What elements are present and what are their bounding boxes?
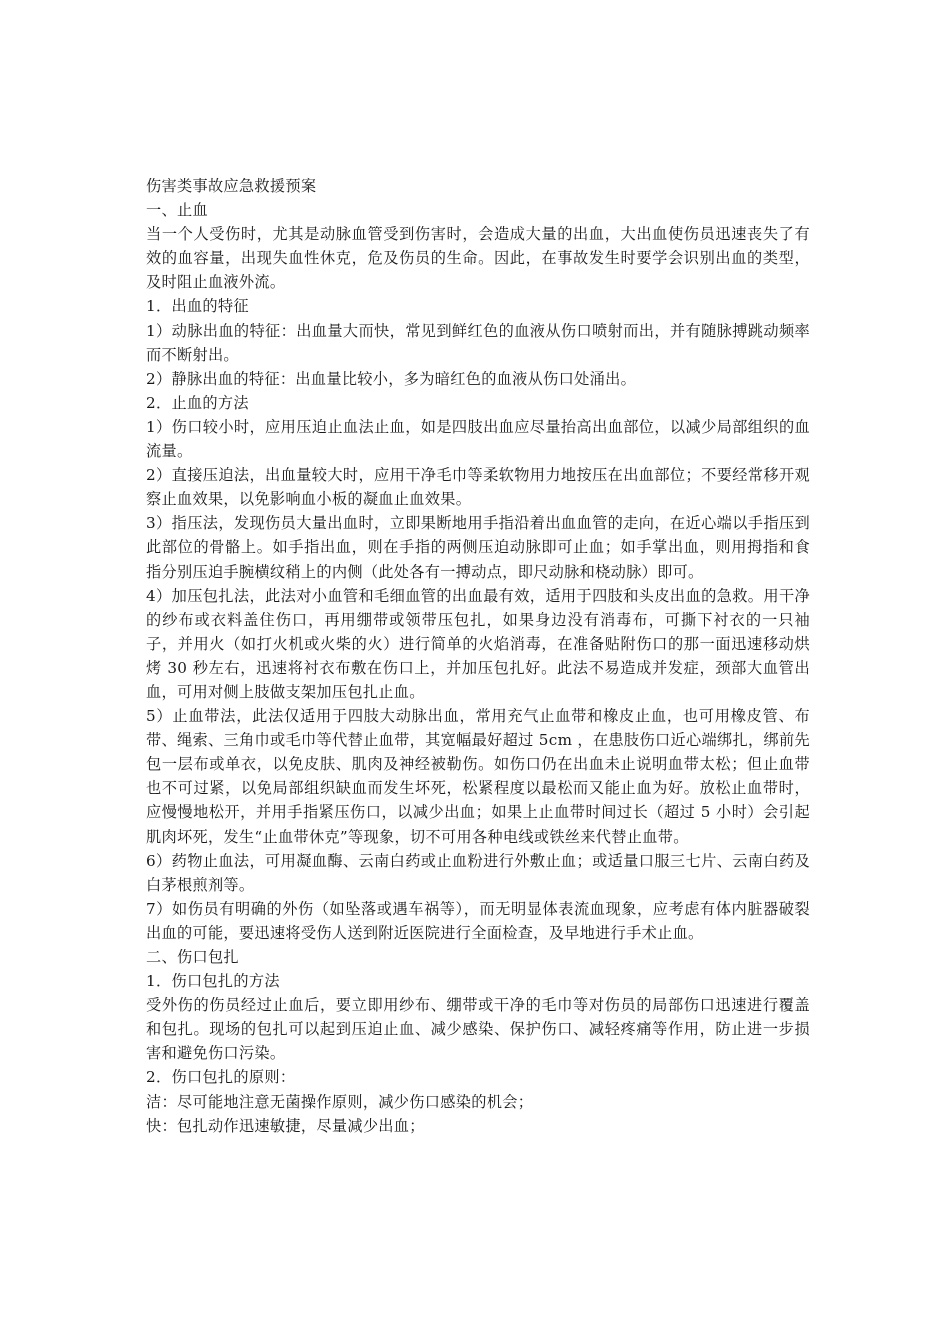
subheading-bleeding-features: 1．出血的特征 — [146, 297, 249, 316]
paragraph-method-4: 4）加压包扎法，此法对小血管和毛细血管的出血最有效，适用于四肢和头皮出血的急救。用干净的纱布或衣料盖住伤口，再用绷带或领带压包扎，如果身边没有消毒布，可撕下衬衣的一只袖子，并用火（如打火机或火柴的火）进行简单的火焰消毒，在准备贴附伤口的那一面迅速移动烘烤 30 秒左右，迅速将衬衣布敷在伤口上，并加压包扎好。此法不易造成并发症，颈部大血管出血，可用对侧上肢做支架加压包扎止血。 — [146, 586, 810, 701]
document-title: 伤害类事故应急救援预案 — [146, 177, 317, 195]
paragraph-principle-clean: 洁：尽可能地注意无菌操作原则，减少伤口感染的机会； — [146, 1092, 534, 1111]
paragraph-bandaging-intro: 受外伤的伤员经过止血后，要立即用纱布、绷带或干净的毛巾等对伤员的局部伤口迅速进行覆盖和包扎。现场的包扎可以起到压迫止血、减少感染、保护伤口、减轻疼痛等作用，防止进一步损害和避免伤口污染。 — [146, 996, 810, 1063]
paragraph-venous-bleeding: 2）静脉出血的特征：出血量比较小，多为暗红色的血液从伤口处涌出。 — [146, 369, 637, 388]
paragraph-principle-fast: 快：包扎动作迅速敏捷，尽量减少出血； — [146, 1116, 425, 1135]
paragraph-method-1: 1）伤口较小时，应用压迫止血法止血，如是四肢出血应尽量抬高出血部位，以减少局部组织的血流量。 — [146, 417, 810, 461]
paragraph-method-5: 5）止血带法，此法仅适用于四肢大动脉出血，常用充气止血带和橡皮止血，也可用橡皮管、布带、绳索、三角巾或毛巾等代替止血带，其宽幅最好超过 5cm ，在患肢伤口近心端绑扎，绑前先包一层布或单衣，以免皮肤、肌肉及神经被勒伤。如伤口仍在出血未止说明血带太松；但止血带也不可过紧，以免局部组织缺血而发生坏死，松紧程度以最松而又能止血为好。放松止血带时，应慢慢地松开，并用手指紧压伤口，以减少出血；如果上止血带时间过长（超过 5 小时）会引起肌肉坏死，发生“止血带休克”等现象，切不可用各种电线或铁丝来代替止血带。 — [146, 707, 810, 846]
document-page — [146, 174, 810, 1138]
subheading-bandaging-methods: 1．伤口包扎的方法 — [146, 972, 280, 991]
paragraph-intro: 当一个人受伤时，尤其是动脉血管受到伤害时，会造成大量的出血，大出血使伤员迅速丧失了有效的血容量，出现失血性休克，危及伤员的生命。因此，在事故发生时要学会识别出血的类型，及时阻止血液外流。 — [146, 225, 810, 292]
subheading-bandaging-principles: 2．伤口包扎的原则： — [146, 1068, 296, 1087]
paragraph-method-3: 3）指压法，发现伤员大量出血时，立即果断地用手指沿着出血血管的走向，在近心端以手指压到此部位的骨骼上。如手指出血，则在手指的两侧压迫动脉即可止血；如手掌出血，则用拇指和食指分别压迫手腕横纹稍上的内侧（此处各有一搏动点，即尺动脉和桡动脉）即可。 — [146, 514, 810, 581]
paragraph-method-2: 2）直接压迫法，出血量较大时，应用干净毛巾等柔软物用力地按压在出血部位；不要经常移开观察止血效果，以免影响血小板的凝血止血效果。 — [146, 466, 810, 509]
subheading-hemostasis-methods: 2．止血的方法 — [146, 393, 249, 412]
section-heading-hemostasis: 一、止血 — [146, 201, 208, 220]
paragraph-method-6: 6）药物止血法，可用凝血酶、云南白药或止血粉进行外敷止血；或适量口服三七片、云南白药及白茅根煎剂等。 — [146, 851, 810, 894]
paragraph-arterial-bleeding: 1）动脉出血的特征：出血量大而快，常见到鲜红色的血液从伤口喷射而出，并有随脉搏跳动频率而不断射出。 — [146, 321, 810, 364]
section-heading-bandaging: 二、伤口包扎 — [146, 948, 239, 966]
paragraph-method-7: 7）如伤员有明确的外伤（如坠落或遇车祸等），而无明显体表流血现象，应考虑有体内脏器破裂出血的可能，要迅速将受伤人送到附近医院进行全面检查，及早地进行手术止血。 — [146, 899, 810, 942]
